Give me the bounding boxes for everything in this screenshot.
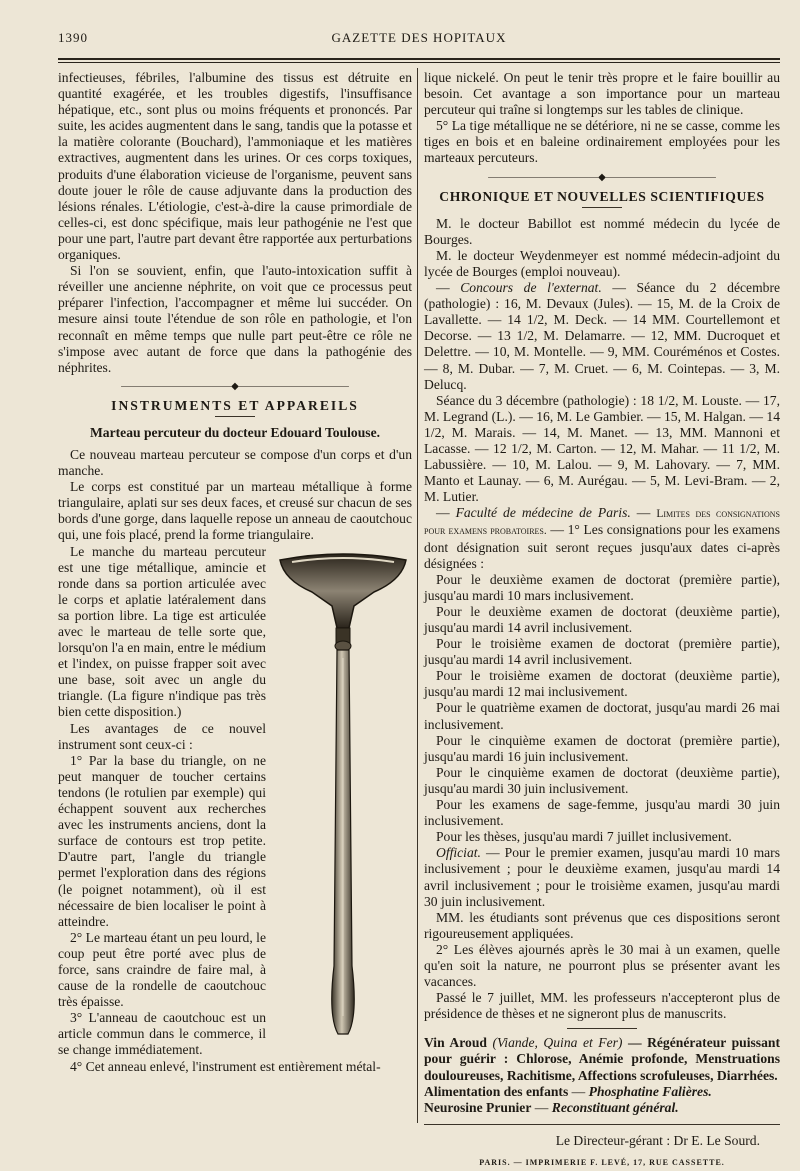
news-item: — Faculté de médecine de Paris. — Limites des consignations pour examens probatoires. — 1° Les consignations pour les examens dont désignation suit seront reçues jusqu'aux dates ci-après désignées :: [424, 505, 781, 571]
news-item: Passé le 7 juillet, MM. les professeurs n'accepteront plus de présidence de thèses et ne signeront plus de manuscrits.: [424, 990, 780, 1022]
section-separator: ———————————◆———————————: [488, 171, 716, 183]
paragraph: 3° L'anneau de caoutchouc est un article commun dans le commerce, il se change immédiatement.: [58, 1010, 266, 1058]
advertisement: Neurosine Prunier — Reconstituant général.: [424, 1099, 679, 1115]
news-item: M. le docteur Babillot est nommé médecin du lycée de Bourges.: [424, 215, 780, 247]
left-column: [58, 70, 412, 1075]
title-rule: [215, 416, 255, 417]
news-item: Pour les examens de sage-femme, jusqu'au mardi 30 juin inclusivement.: [424, 797, 780, 829]
news-item: Séance du 3 décembre (pathologie) : 18 1/2, M. Louste. — 17, M. Legrand (L.). — 16, M. Le Gambier. — 15, M. Halgan. — 14 1/2, M. Marais. — 14, M. Manet. — 13, MM. Mannoni et Lacasse. — 12 1/2, M. Carton. — 12, M. Mahar. — 11 1/2, M. Labussière. — 10, M. Lalou. — 9, M. Lahovary. — 7, MM. Manto et Launay. — 6, M. Aurégau. — 5, M. Levi-Bram. — 2, M. Lutier.: [424, 392, 780, 505]
hammer-illustration: [274, 546, 412, 1038]
news-item: Pour le deuxième examen de doctorat (deuxième partie), jusqu'au mardi 14 avril inclusivement.: [424, 603, 780, 635]
header-rule: [58, 58, 780, 60]
ad-name: Alimentation des enfants: [424, 1083, 569, 1099]
paragraph: 4° Cet anneau enlevé, l'instrument est entièrement métal-: [70, 1058, 381, 1074]
column-divider: [417, 68, 418, 1123]
news-item-text: — Pour le premier examen, jusqu'au mardi 10 mars inclusivement ; pour le deuxième examen, jusqu'au mardi 14 avril inclusivement ; pour le troisième examen, jusqu'au mardi 30 juin inclusivement.: [424, 845, 780, 909]
header-rule-thin: [58, 62, 780, 63]
section-separator: ———————————◆———————————: [121, 380, 349, 392]
paragraph: Le manche du marteau percuteur est une tige métallique, amincie et ronde dans sa portion articulée avec le corps et aplatie latéralement dans sa portion libre. La tige est articulée avec le marteau de telle sorte que, lorsqu'on l'a en main, entre le médium et l'index, on puisse frapper soit avec une base, soit avec un angle du triangle. (La figure n'indique pas très bien cette disposition.): [58, 543, 266, 720]
news-item-title: Officiat.: [436, 845, 481, 861]
page-number: 1390: [58, 30, 88, 45]
paragraph: Les avantages de ce nouvel instrument sont ceux-ci :: [58, 720, 266, 752]
news-item: Pour le quatrième examen de doctorat, jusqu'au mardi 26 mai inclusivement.: [424, 700, 780, 732]
news-item: — Concours de l'externat. — Séance du 2 décembre (pathologie) : 16, M. Devaux (Jules). — 15, M. de la Croix de Lavallette. — 14 1/2, M. Deck. — 14 MM. Courtellemont et Decorse. — 13 1/2, M. Delamarre. — 12, MM. Ducroquet et Delettre. — 10, M. Montelle. — 9, MM. Couréménos et Costes. — 8, M. Dubar. — 7, M. Cruet. — 6, M. Cointepas. — 3, M. Delucq.: [424, 280, 781, 392]
ads-separator: [567, 1028, 637, 1029]
signature: Le Directeur-gérant : Dr E. Le Sourd.: [555, 1132, 760, 1148]
ad-text: — Régénérateur puissant pour guérir : Chlorose, Anémie profonde, Menstruations douloureuses, Rachitisme, Affections scrofuleuses, Diarrhées.: [424, 1035, 780, 1083]
advertisement: [424, 1035, 780, 1083]
ad-text: Phosphatine Falières.: [588, 1083, 712, 1099]
paragraph: 5° La tige métallique ne se détériore, ni ne se casse, comme les tiges en bois et en baleine ordinairement employées pour les marteaux percuteurs.: [424, 118, 780, 166]
news-item-title: Concours de l'externat.: [460, 280, 602, 296]
page-header: [58, 30, 780, 54]
article-subtitle: Marteau percuteur du docteur Edouard Toulouse.: [89, 424, 381, 440]
ad-text: Reconstituant général.: [551, 1099, 679, 1115]
news-item: Pour le deuxième examen de doctorat (première partie), jusqu'au mardi 10 mars inclusivement.: [424, 571, 780, 603]
journal-title: GAZETTE DES HOPITAUX: [331, 30, 507, 45]
news-item-title: Faculté de médecine de Paris.: [455, 505, 631, 521]
paragraph: lique nickelé. On peut le tenir très propre et le faire bouillir au besoin. Cet avantage a son importance pour un marteau percuteur qui traîne si longtemps sur les tables de clinique.: [424, 70, 780, 118]
news-item: Pour les thèses, jusqu'au mardi 7 juillet inclusivement.: [436, 829, 732, 845]
paragraph: 1° Par la base du triangle, on ne peut manquer de toucher certains tendons (le rotulien par exemple) qui échappent souvent aux recherches avec les instruments anciens, dont la surface de contours est trop petite. D'autre part, l'angle du triangle permet l'exploration dans des régions (le poignet notamment), où il est nécessaire de bien localiser le point à atteindre.: [58, 752, 266, 929]
news-item: 2° Les élèves ajournés après le 30 mai à un examen, quelle qu'en soit la nature, ne pourront plus se présenter avant les vacances.: [424, 941, 780, 990]
news-item-text: — Séance du 2 décembre (pathologie) : 16, M. Devaux (Jules). — 15, M. de la Croix de Lavallette. — 14 1/2, M. Deck. — 14 MM. Courtellemont et Decorse. — 13 1/2, M. Delamarre. — 12, MM. Ducroquet et Delettre. — 10, M. Montelle. — 9, MM. Couréménos et Costes. — 8, M. Dubar. — 7, M. Cruet. — 6, M. Cointepas. — 3, M. Delucq.: [424, 280, 781, 392]
section-title: CHRONIQUE ET NOUVELLES SCIENTIFIQUES: [439, 188, 765, 204]
hammer-figure: [274, 546, 412, 1038]
news-item: Pour le troisième examen de doctorat (deuxième partie), jusqu'au mardi 12 mai inclusivement.: [424, 668, 780, 700]
news-item: MM. les étudiants sont prévenus que ces dispositions seront rigoureusement appliquées.: [424, 909, 780, 941]
paragraph: Si l'on se souvient, enfin, que l'auto-intoxication suffit à réveiller une ancienne néphrite, on voit que ce processus peut préparer l'infection, l'accompagner et même lui succéder. On mesure ainsi toute l'étendue de son rôle en pathologie, et l'on reconnaît en même temps que nulle part peut-être ce rôle ne s'impose avec autant de force que dans la pathogénie des néphrites.: [58, 263, 412, 375]
ad-name: Neurosine Prunier: [424, 1099, 532, 1115]
printer-line: PARIS. — IMPRIMERIE F. LEVÉ, 17, RUE CASSETTE.: [479, 1157, 725, 1167]
news-item: Pour le cinquième examen de doctorat (deuxième partie), jusqu'au mardi 30 juin inclusivement.: [424, 764, 780, 796]
paragraph: Le corps est constitué par un marteau métallique à forme triangulaire, aplati sur ses deux faces, et creusé sur chacun de ses bords d'une gorge, dans laquelle repose un anneau de caoutchouc qui, une fois placé, prend la forme triangulaire.: [58, 479, 413, 543]
paragraph: Ce nouveau marteau percuteur se compose d'un corps et d'un manche.: [58, 446, 412, 479]
news-item-caps: Limites des consignations pour examens probatoires.: [424, 508, 781, 538]
news-item: M. le docteur Weydenmeyer est nommé médecin-adjoint du lycée de Bourges (emploi nouveau).: [424, 247, 780, 279]
signature-rule: [424, 1124, 780, 1125]
paragraph: infectieuses, fébriles, l'albumine des tissus est détruite en quantité exagérée, et les troubles digestifs, l'insuffisance hépatique, etc., sont plus ou moins fréquents et prononcés. Par suite, les acides augmentent dans le sang, tandis que la potasse et la matière colorante (Bouchard), l'ammoniaque et les matières extractives, augmentent dans les urines. Or ces corps toxiques, produits d'une élaboration vicieuse de l'organisme, peuvent sans doute jouer le rôle de cause adjuvante dans la production des lésions rénales. L'étiologie, c'est-à-dire la cause primordiale de celles-ci, est donc spécifique, mais leur pathogénie ne l'est que pour une part, l'autre part devant être rapportée aux perturbations organiques.: [58, 70, 412, 263]
right-column: [424, 70, 780, 1171]
news-item: Pour le troisième examen de doctorat (première partie), jusqu'au mardi 14 avril inclusivement.: [424, 636, 780, 668]
news-item-text: — 1° Les consignations pour les examens dont désignation suit seront reçues jusqu'aux dates ci-après désignées :: [424, 522, 780, 571]
ad-name: Vin Aroud: [424, 1035, 487, 1051]
news-item: [424, 845, 780, 909]
section-title: INSTRUMENTS ET APPAREILS: [111, 397, 359, 413]
paragraph: 2° Le marteau étant un peu lourd, le coup peut être porté avec plus de force, sans craindre de faire mal, à cause de la rondelle de caoutchouc très épaisse.: [58, 929, 266, 1010]
title-rule: [582, 207, 622, 208]
ad-paren: (Viande, Quina et Fer): [492, 1035, 623, 1051]
news-item: Pour le cinquième examen de doctorat (première partie), jusqu'au mardi 16 juin inclusivement.: [424, 732, 780, 764]
advertisement: Alimentation des enfants — Phosphatine Falières.: [424, 1083, 712, 1099]
